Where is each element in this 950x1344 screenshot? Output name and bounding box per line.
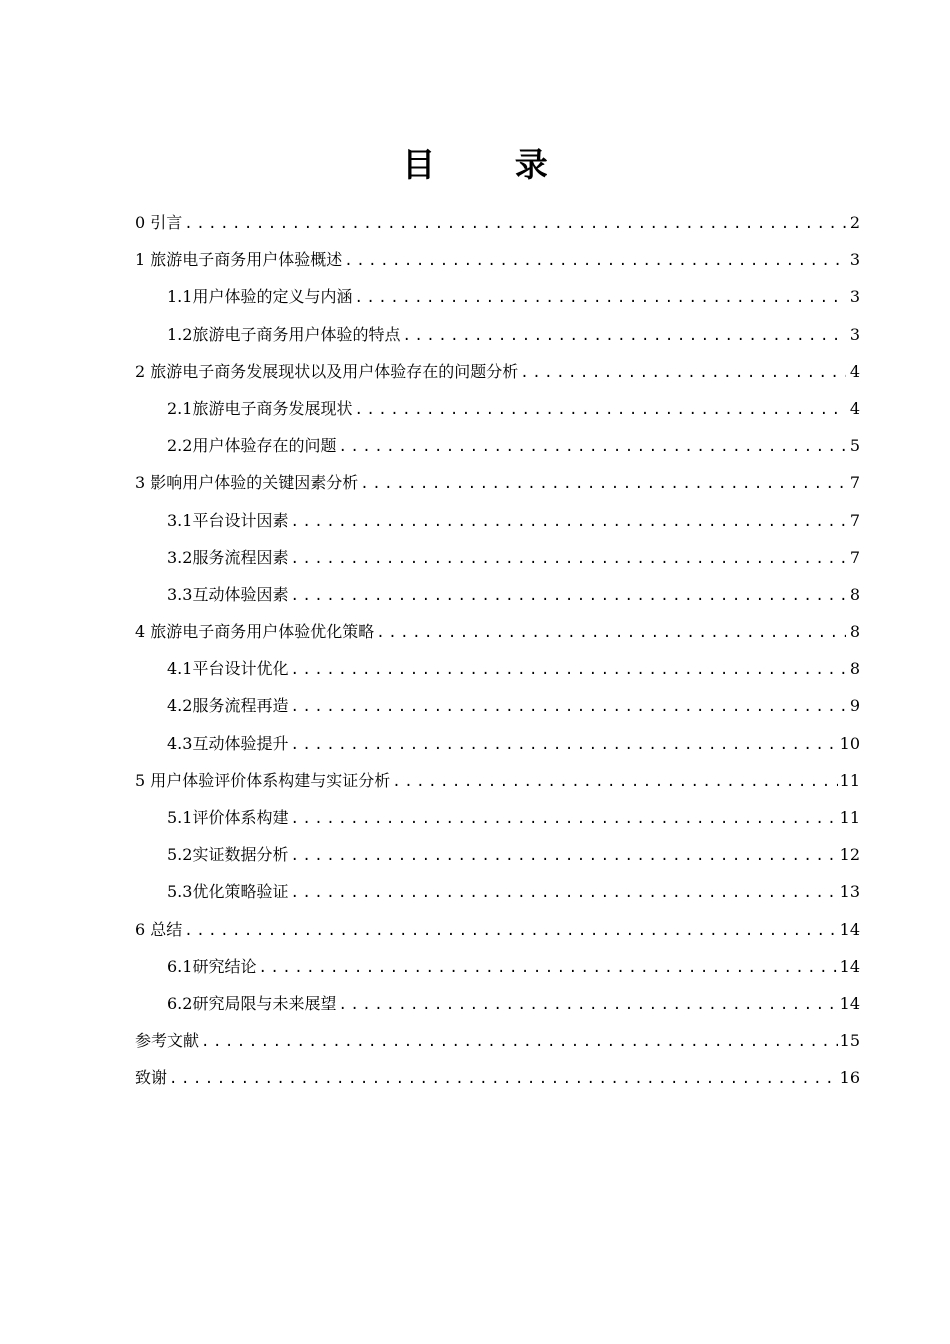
toc-entry[interactable] xyxy=(135,1022,860,1059)
toc-entry[interactable] xyxy=(135,613,860,650)
toc-entry[interactable] xyxy=(135,464,860,501)
toc-entry-label: 6.2研究局限与未来展望 xyxy=(167,993,337,1013)
toc-dot-leader xyxy=(376,615,846,652)
toc-dot-leader xyxy=(338,429,846,466)
toc-dot-leader xyxy=(169,1061,838,1098)
toc-entry-label: 1.2旅游电子商务用户体验的特点 xyxy=(167,324,401,344)
toc-entry-label: 0 引言 xyxy=(135,213,183,232)
toc-dot-leader xyxy=(201,1024,838,1061)
toc-entry[interactable] xyxy=(135,427,860,464)
table-of-contents xyxy=(135,204,860,1097)
toc-dot-leader xyxy=(290,689,846,726)
toc-page-number: 4 xyxy=(849,398,860,418)
toc-entry-label: 参考文献 xyxy=(135,1031,200,1051)
toc-dot-leader xyxy=(392,764,837,801)
toc-entry[interactable] xyxy=(135,799,860,836)
toc-page-number: 3 xyxy=(849,324,860,344)
toc-dot-leader xyxy=(520,355,846,392)
toc-entry[interactable] xyxy=(135,836,860,873)
toc-entry[interactable] xyxy=(135,204,860,241)
toc-dot-leader xyxy=(290,727,837,764)
toc-page-number: 7 xyxy=(849,473,860,493)
toc-entry[interactable] xyxy=(135,985,860,1022)
toc-entry[interactable] xyxy=(135,948,860,985)
toc-page-number: 14 xyxy=(839,956,860,976)
toc-page-number: 7 xyxy=(849,547,860,567)
toc-entry-label: 6 总结 xyxy=(135,919,183,939)
toc-page-number: 14 xyxy=(839,993,860,1013)
toc-entry[interactable] xyxy=(135,278,860,315)
toc-entry-label: 5.1评价体系构建 xyxy=(167,808,289,827)
toc-page-number: 9 xyxy=(849,696,860,716)
toc-entry-label: 4.3互动体验提升 xyxy=(167,733,289,753)
toc-dot-leader xyxy=(402,318,846,355)
toc-page-number: 15 xyxy=(839,1031,860,1051)
toc-page-number: 3 xyxy=(849,250,860,270)
toc-entry-label: 致谢 xyxy=(135,1068,168,1088)
toc-dot-leader xyxy=(344,243,846,280)
toc-entry-label: 5.2实证数据分析 xyxy=(167,845,289,865)
toc-entry[interactable] xyxy=(135,539,860,576)
toc-dot-leader xyxy=(338,987,837,1024)
toc-page-number: 10 xyxy=(839,733,860,753)
toc-entry[interactable] xyxy=(135,1059,860,1096)
toc-entry[interactable] xyxy=(135,650,860,687)
toc-page-number: 2 xyxy=(849,213,860,232)
toc-dot-leader xyxy=(354,392,846,429)
toc-page-number: 12 xyxy=(839,845,860,865)
toc-dot-leader xyxy=(290,504,846,541)
toc-dot-leader xyxy=(290,652,846,689)
toc-page-number: 11 xyxy=(839,808,860,827)
toc-dot-leader xyxy=(354,280,846,317)
toc-entry[interactable] xyxy=(135,316,860,353)
toc-dot-leader xyxy=(258,950,837,987)
toc-page-number: 5 xyxy=(849,436,860,456)
toc-entry[interactable] xyxy=(135,687,860,724)
toc-dot-leader xyxy=(184,913,837,950)
toc-entry[interactable] xyxy=(135,353,860,390)
toc-dot-leader xyxy=(184,206,846,243)
toc-page-number: 14 xyxy=(839,919,860,939)
page-title: 目 录 xyxy=(402,145,582,184)
toc-dot-leader xyxy=(290,801,837,838)
toc-entry[interactable] xyxy=(135,576,860,613)
toc-entry-label: 3.1平台设计因素 xyxy=(167,510,289,530)
toc-entry[interactable] xyxy=(135,725,860,762)
toc-entry-label: 2.2用户体验存在的问题 xyxy=(167,436,337,456)
toc-page-number: 3 xyxy=(849,287,860,307)
toc-entry-label: 1 旅游电子商务用户体验概述 xyxy=(135,250,343,270)
toc-entry[interactable] xyxy=(135,762,860,799)
toc-page-number: 11 xyxy=(839,770,860,790)
toc-entry-label: 4.1平台设计优化 xyxy=(167,659,289,679)
toc-page-number: 13 xyxy=(839,882,860,902)
toc-entry-label: 5 用户体验评价体系构建与实证分析 xyxy=(135,770,391,790)
toc-dot-leader xyxy=(360,466,846,503)
toc-entry-label: 1.1用户体验的定义与内涵 xyxy=(167,287,353,307)
toc-page-number: 8 xyxy=(849,659,860,679)
toc-entry[interactable] xyxy=(135,241,860,278)
toc-dot-leader xyxy=(290,541,846,578)
toc-entry-label: 2.1旅游电子商务发展现状 xyxy=(167,398,353,418)
toc-entry-label: 4.2服务流程再造 xyxy=(167,696,289,716)
toc-page-number: 16 xyxy=(839,1068,860,1088)
toc-entry-label: 3.3互动体验因素 xyxy=(167,584,289,604)
toc-entry[interactable] xyxy=(135,390,860,427)
toc-entry-label: 4 旅游电子商务用户体验优化策略 xyxy=(135,622,375,642)
toc-page-number: 7 xyxy=(849,510,860,530)
toc-page-number: 8 xyxy=(849,622,860,642)
toc-page-number: 8 xyxy=(849,584,860,604)
toc-entry[interactable] xyxy=(135,911,860,948)
toc-entry-label: 2 旅游电子商务发展现状以及用户体验存在的问题分析 xyxy=(135,361,519,381)
toc-entry-label: 3.2服务流程因素 xyxy=(167,547,289,567)
toc-dot-leader xyxy=(290,838,837,875)
toc-dot-leader xyxy=(290,578,846,615)
toc-entry-label: 6.1研究结论 xyxy=(167,956,257,976)
toc-entry-label: 3 影响用户体验的关键因素分析 xyxy=(135,473,359,493)
toc-entry[interactable] xyxy=(135,873,860,910)
toc-dot-leader xyxy=(290,875,837,912)
toc-entry-label: 5.3优化策略验证 xyxy=(167,882,289,902)
toc-entry[interactable] xyxy=(135,502,860,539)
toc-page-number: 4 xyxy=(849,361,860,381)
